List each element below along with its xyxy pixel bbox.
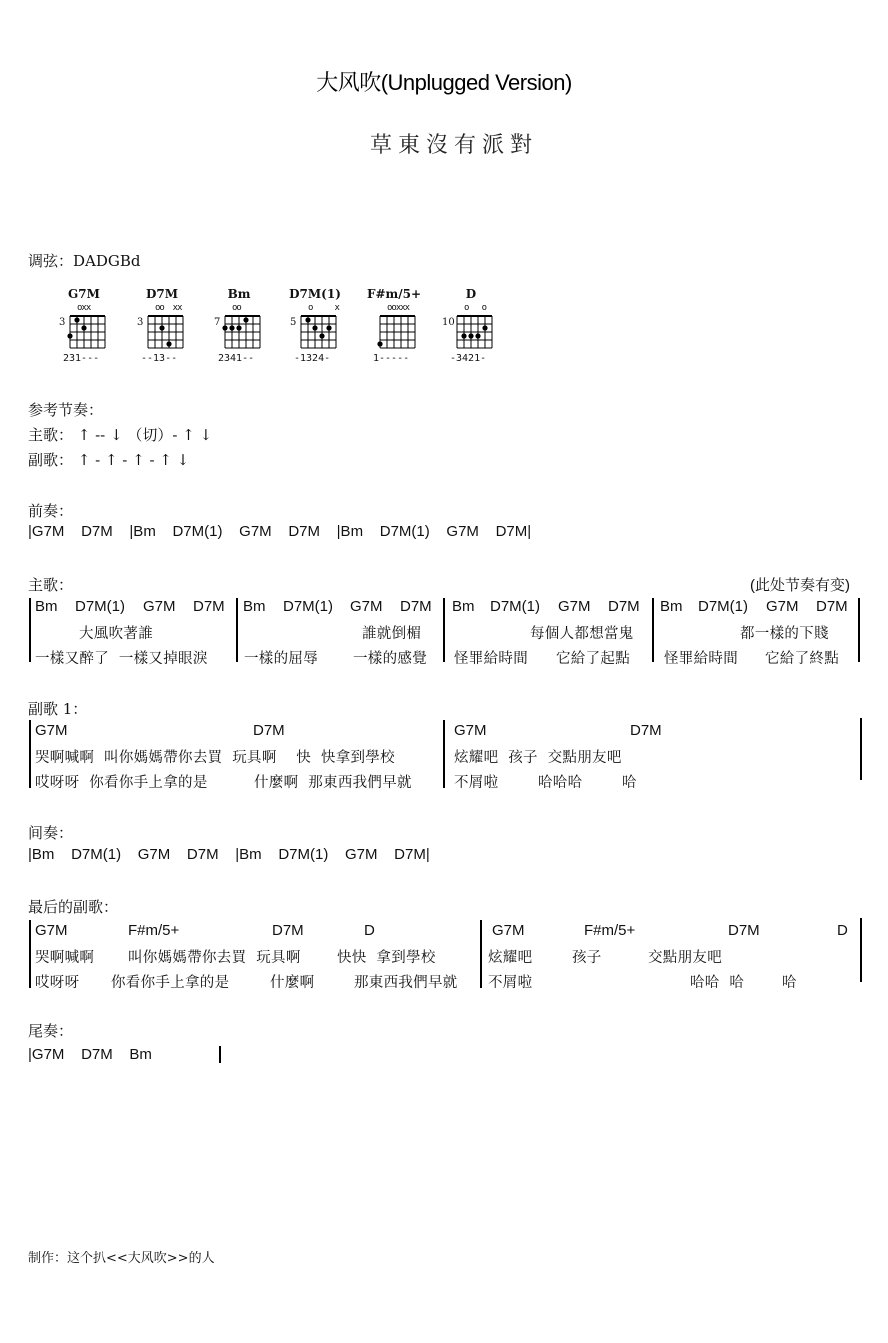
fingering: -3421-	[450, 353, 487, 364]
rhythm-heading: 参考节奏：	[28, 401, 104, 419]
open-strings-marker: o x	[308, 303, 339, 313]
lyric: 交點朋友吧	[648, 950, 722, 966]
chord-grid	[145, 314, 187, 350]
chord: D7M(1)	[490, 598, 541, 615]
fret-number: 3	[137, 317, 144, 328]
fret-number: 7	[214, 317, 221, 328]
chord: G7M	[766, 598, 799, 615]
bar-line	[29, 720, 31, 788]
finger-dot	[222, 325, 227, 330]
bar-line	[858, 598, 860, 662]
outro-label: 尾奏：	[28, 1022, 74, 1040]
chord-diagram-name: D7M(1)	[289, 287, 341, 301]
lyric: 誰就倒楣	[362, 626, 422, 642]
bar-line	[860, 718, 862, 780]
finger-dot	[326, 325, 331, 330]
interlude-chords: |Bm D7M(1) G7M D7M |Bm D7M(1) G7M D7M|	[28, 846, 430, 863]
chorus1-label: 副歌 1：	[28, 700, 88, 718]
chord: D7M	[816, 598, 848, 615]
finger-dot	[159, 325, 164, 330]
lyric: 哭啊喊啊	[35, 950, 95, 966]
lyric: 它給了終點	[765, 651, 839, 667]
fingering: 231---	[63, 353, 100, 364]
chord: D7M(1)	[698, 598, 749, 615]
lyric: 快快 拿到學校	[337, 950, 436, 966]
lyric: 什麼啊	[270, 975, 315, 991]
lyric: 都一樣的下賤	[740, 626, 829, 642]
outro-chords: |G7M D7M Bm	[28, 1046, 152, 1063]
chord: Bm	[660, 598, 683, 615]
chord-diagram-name: G7M	[68, 287, 100, 301]
lyric: 那東西我們早就	[354, 975, 458, 991]
finger-dot	[468, 333, 473, 338]
finger-dot	[475, 333, 480, 338]
bar-line	[29, 920, 31, 988]
chord: D7M	[608, 598, 640, 615]
fingering: 2341--	[218, 353, 255, 364]
finger-dot	[243, 317, 248, 322]
footer-credit: 制作：这个扒<<大风吹>>的人	[28, 1251, 215, 1266]
lyric: 哈哈 哈	[690, 975, 745, 991]
lyric: 每個人都想當鬼	[530, 626, 634, 642]
finger-dot	[482, 325, 487, 330]
intro-chords: |G7M D7M |Bm D7M(1) G7M D7M |Bm D7M(1) G7M D7M|	[28, 523, 532, 540]
lyric: 什麼啊 那東西我們早就	[254, 775, 412, 791]
finger-dot	[312, 325, 317, 330]
lyric: 不屑啦	[488, 975, 533, 991]
finger-dot	[74, 317, 79, 322]
finger-dot	[377, 341, 382, 346]
fingering: -1324-	[294, 353, 331, 364]
chord-grid	[454, 314, 496, 350]
chord: F#m/5+	[584, 922, 636, 939]
fingering: 1-----	[373, 353, 410, 364]
finger-dot	[236, 325, 241, 330]
chord: D7M	[193, 598, 225, 615]
finger-dot	[305, 317, 310, 322]
chord: D	[837, 922, 848, 939]
chord: Bm	[452, 598, 475, 615]
open-strings-marker: ooxxx	[387, 303, 410, 313]
finger-dot	[319, 333, 324, 338]
chord: G7M	[558, 598, 591, 615]
lyric: 一樣的屈辱	[244, 651, 318, 667]
lyric: 哈哈哈	[538, 775, 583, 791]
chord: D7M	[400, 598, 432, 615]
lyric: 怪罪給時間	[454, 651, 528, 667]
chord-grid	[67, 314, 109, 350]
chord-grid	[377, 314, 419, 350]
song-title: 大风吹(Unplugged Version)	[316, 70, 572, 95]
intro-label: 前奏：	[28, 502, 74, 520]
verse-label: 主歌：	[28, 576, 74, 594]
chord-diagram-name: D7M	[145, 287, 179, 301]
chord-grid	[298, 314, 340, 350]
finger-dot	[166, 341, 171, 346]
fret-number: 3	[59, 317, 66, 328]
lyric: 哭啊喊啊 叫你媽媽帶你去買 玩具啊 快 快拿到學校	[35, 750, 395, 766]
open-strings-marker: oo	[232, 303, 241, 313]
chord: D7M	[253, 722, 285, 739]
chord-diagram-name: D	[465, 287, 477, 301]
chord: Bm	[243, 598, 266, 615]
chord: G7M	[454, 722, 487, 739]
fret-number: 5	[290, 317, 297, 328]
chord: G7M	[35, 722, 68, 739]
lyric: 哎呀呀	[35, 975, 80, 991]
chord: Bm	[35, 598, 58, 615]
finger-dot	[67, 333, 72, 338]
open-strings-marker: oo xx	[155, 303, 182, 313]
lyric: 它給了起點	[556, 651, 630, 667]
bar-line	[219, 1046, 221, 1063]
chord-diagram-name: F#m/5+	[366, 287, 422, 301]
interlude-label: 间奏：	[28, 824, 74, 842]
chord: D7M	[272, 922, 304, 939]
fret-number: 10	[442, 317, 455, 328]
chord: G7M	[35, 922, 68, 939]
finger-dot	[461, 333, 466, 338]
lyric: 哎呀呀 你看你手上拿的是	[35, 775, 208, 791]
final-chorus-label: 最后的副歌：	[28, 898, 119, 916]
lyric: 一樣的感覺	[353, 651, 427, 667]
finger-dot	[81, 325, 86, 330]
chord: D7M(1)	[75, 598, 126, 615]
finger-dot	[229, 325, 234, 330]
chord: F#m/5+	[128, 922, 180, 939]
chord-diagram-name: Bm	[227, 287, 251, 301]
lyric: 炫耀吧	[488, 950, 533, 966]
lyric: 孩子	[572, 950, 602, 966]
chord-grid	[222, 314, 264, 350]
open-strings-marker: oxx	[77, 303, 91, 313]
chord: G7M	[492, 922, 525, 939]
lyric: 大風吹著誰	[79, 626, 153, 642]
rhythm-verse: 主歌： ↑ -- ↓ （切）- ↑ ↓	[28, 426, 213, 444]
open-strings-marker: o o	[464, 303, 487, 313]
bar-line	[443, 598, 445, 662]
lyric: 叫你媽媽帶你去買 玩具啊	[128, 950, 301, 966]
chord: D7M	[630, 722, 662, 739]
lyric: 哈	[782, 975, 797, 991]
lyric: 哈	[622, 775, 637, 791]
tuning: 调弦：DADGBd	[28, 252, 141, 270]
chord: D7M(1)	[283, 598, 334, 615]
lyric: 你看你手上拿的是	[111, 975, 230, 991]
fingering: --13--	[141, 353, 178, 364]
lyric: 炫耀吧 孩子 交點朋友吧	[454, 750, 622, 766]
artist-name: 草東沒有派對	[369, 133, 538, 158]
bar-line	[236, 598, 238, 662]
chord: G7M	[143, 598, 176, 615]
bar-line	[652, 598, 654, 662]
chord: D7M	[728, 922, 760, 939]
lyric: 一樣又醉了 一樣又掉眼淚	[35, 651, 208, 667]
bar-line	[860, 918, 862, 982]
chord: D	[364, 922, 375, 939]
lyric: 不屑啦	[454, 775, 499, 791]
lyric: 怪罪給時間	[664, 651, 738, 667]
chord: G7M	[350, 598, 383, 615]
bar-line	[480, 920, 482, 988]
bar-line	[443, 720, 445, 788]
rhythm-chorus: 副歌： ↑ - ↑ - ↑ - ↑ ↓	[28, 451, 190, 469]
verse-note: (此处节奏有变)	[750, 577, 850, 594]
bar-line	[29, 598, 31, 662]
